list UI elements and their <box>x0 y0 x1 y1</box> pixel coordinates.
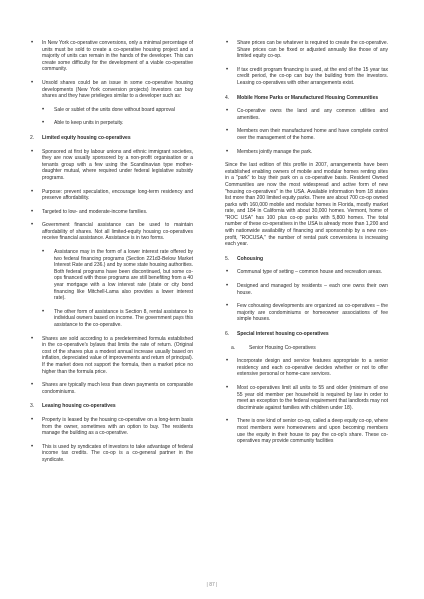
list-item: • Members own their manufactured home and have complete control over the management of the home. <box>225 128 388 141</box>
subsection-title: Senior Housing Co-operatives <box>249 344 316 351</box>
list-item: • Purpose: prevent speculation, encourage long-term residency and preserve affordability. <box>30 189 193 202</box>
section-title: Leasing housing co-operatives <box>42 403 116 410</box>
sub-list-item: • Able to keep units in perpetuity. <box>30 120 193 127</box>
list-item: • Property is leased by the housing co-operative on a long-term basis from the owner, sometimes with an option to buy. The residents manage the building as a co-operative. <box>30 417 193 437</box>
list-item: • Shares are sold according to a predetermined formula established in the co-operative's bylaws that limits the rate of return. (Original cost of the shares plus a modest annual increase usually based on inflation, depreciated value of improvements and return of principal). If the market does not support the formula, then a market price no higher than the formula price. <box>30 336 193 376</box>
list-item: • There is one kind of senior co-op, called a deep equity co-op, where most members were homeowners and upon becoming members use the equity in their house to pay the co-op's share. These co-operatives may provide community facilities <box>225 418 388 444</box>
subsection-letter: a. <box>231 344 236 351</box>
list-item: • Few cohousing developments are organized as co-operatives – the majority are condominiums or homeowner associations of fee simple houses. <box>225 303 388 323</box>
right-column <box>225 40 388 452</box>
list-item: • Unsold shares could be an issue in some co-operative housing developments (New York conversion projects) Investors can buy shares and they have privileges similar to a developer such as: <box>30 80 193 100</box>
list-item: • Sponsored at first by labour unions and ethnic immigrant societies, they are now usually sponsored by a non-profit organisation or a tenants group with a few using the Scandinavian type mother-daughter mutual, where required under federal legislative subsidy programs. <box>30 149 193 182</box>
page-number: | 87 | <box>206 582 218 588</box>
section-number: 4. <box>225 94 230 101</box>
section-number: 3. <box>30 403 35 410</box>
list-item: • Co-operative owns the land and any common utilities and amenities. <box>225 108 388 121</box>
subsection-heading <box>231 345 388 352</box>
section-heading <box>225 331 388 338</box>
section-title: Cohousing <box>237 255 264 262</box>
section-title: Special interest housing co-operatives <box>237 331 329 337</box>
section-heading <box>30 403 193 410</box>
sub-list-item: • The other form of assistance is Section 8, rental assistance to individual owners based on income. The government pays this assistance to the co-operative. <box>30 309 193 329</box>
list-item: • This is used by syndicates of investors to take advantage of federal income tax credits. The co-op is a co-general partner in the syndicate. <box>30 444 193 464</box>
section-heading <box>225 256 388 263</box>
section-number: 6. <box>225 331 230 337</box>
list-item: • Share prices can be whatever is required to create the co-operative. Share prices can be fixed or adjusted annually like those of any limited equity co-op. <box>225 40 388 60</box>
section-heading <box>225 95 388 102</box>
list-item: • Shares are typically much less than down payments on comparable condominiums. <box>30 382 193 395</box>
list-item: • In New York co-operative conversions, only a minimal percentage of units must be sold to create a co-operative housing project and a majority of units can remain in the hands of the developer. This can create some difficulty for the development of a viable co-operative community. <box>30 40 193 73</box>
sub-list-item: • Assistance may in the form of a lower interest rate offered by two federal financing programs (Section 221d3-Below Market Interest Rate and 236.) and by some state housing authorities. Both federal programs have been discontinued, but some co-ops financed with those programs are still benefiting from a 40 year mortgage with a low interest rate (state or city bond financing like Mitchell-Lama also provides a lower interest rate). <box>30 249 193 302</box>
list-item: • Incorporate design and service features appropriate to a senior residency and each co-operative decides whether or not to offer extensive personal or home-care services. <box>225 358 388 378</box>
list-item: • Communal type of setting – common house and recreation areas. <box>225 269 388 276</box>
list-item: • Most co-operatives limit all units to 55 and older (minimum of one 55 year old member per household is required by law in order to meet an exception to the federal requirement that landlords may not discriminate against families with children under 18). <box>225 385 388 411</box>
list-item: • Targeted to low- and moderate-income families. <box>30 209 193 216</box>
section-title: Mobile Home Parks or Manufactured Housing Communities <box>237 94 379 101</box>
sub-list-item: • Sale or sublet of the units done without board approval <box>30 107 193 114</box>
section-heading <box>30 135 193 142</box>
section-number: 2. <box>30 134 35 141</box>
list-item: • Members jointly manage the park. <box>225 149 388 156</box>
list-item: • If tax credit program financing is used, at the end of the 15 year tax credit period, the co-op can buy the building from the investors. Leasing co-operatives with other arrangements exist. <box>225 67 388 87</box>
list-item: • Government financial assistance can be used to maintain affordability of shares. Not all limited-equity housing co-operatives receive financial assistance. Assistance is in two forms. <box>30 222 193 242</box>
section-number: 5. <box>225 255 230 262</box>
body-paragraph: Since the last edition of this profile in 2007, arrangements have been established enabling owners of mobile and modular homes renting sites in a "park" to buy their park on a co-operative basis. Resident Owned Communities are now the most widespread and active form of new "housing co-operatives" in the USA. Available information from 18 states list more than 200 limited equity parks. There are about 700 co-op owned parks with 160,000 mobile and modular homes in Florida, mostly market rate, and 184 in California with about 30,000 homes. Vermont, home of "ROC USA" has 100 plus co-op parks with 5,800 homes. The total number of these co-operatives in the USA is already more than 1,200 and with nationwide availability of financing and sponsorship by a new non-profit, "ROCUSA," the number of rental park conversions is increasing each year. <box>225 162 388 248</box>
list-item: • Designed and managed by residents – each one owns their own house. <box>225 283 388 296</box>
left-column <box>30 40 193 471</box>
section-title: Limited equity housing co-operatives <box>42 134 131 141</box>
